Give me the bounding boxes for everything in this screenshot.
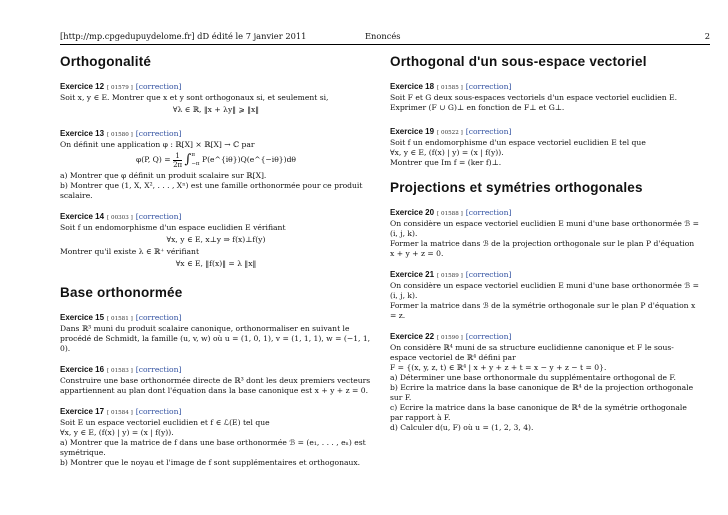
correction-link[interactable]: [correction] <box>465 82 512 91</box>
exercise-text: Former la matrice dans ℬ de la projection orthogonale sur le plan P d'équation x + y + z = 0. <box>390 239 695 258</box>
exercise-title: Exercice 17 <box>60 407 105 416</box>
exercise-text: Soit F et G deux sous-espaces vectoriels d'un espace vectoriel euclidien E. <box>390 93 678 102</box>
section-title-base-orthonormee: Base orthonormée <box>60 285 183 300</box>
exercise-code: [ 00522 ] <box>437 130 463 136</box>
exercise-text: ∀x, y ∈ E, (f(x) | y) = (x | f(y)). <box>390 148 504 157</box>
formula: ∀x ∈ E, ‖f(x)‖ = λ ‖x‖ <box>175 259 257 268</box>
exercise-title: Exercice 19 <box>390 127 435 136</box>
exercise-title: Exercice 13 <box>60 129 105 138</box>
exercise-title: Exercice 20 <box>390 208 435 217</box>
correction-link[interactable]: [correction] <box>465 208 512 217</box>
integral-lower: −π <box>191 161 200 167</box>
correction-link[interactable]: [correction] <box>135 129 182 138</box>
exercise-text: Soit f un endomorphisme d'un espace vectoriel euclidien E tel que <box>390 138 646 147</box>
fraction <box>173 152 182 169</box>
exercise-text: Montrer que Im f = (ker f)⊥. <box>390 158 502 167</box>
exercise-text: Soit f un endomorphisme d'un espace euclidien E vérifiant <box>60 223 286 232</box>
question-a: a) Déterminer une base orthonormale du supplémentaire orthogonal de F. <box>390 373 676 382</box>
exercise-13 <box>60 129 372 201</box>
question-d: d) Calculer d(u, F) où u = (1, 2, 3, 4). <box>390 423 534 432</box>
correction-link[interactable]: [correction] <box>465 332 512 341</box>
exercise-title: Exercice 12 <box>60 82 105 91</box>
exercise-title: Exercice 16 <box>60 365 105 374</box>
exercise-15 <box>60 313 372 354</box>
exercise-text: Montrer qu'il existe λ ∈ ℝ⁺ vérifiant <box>60 247 200 256</box>
exercise-title: Exercice 22 <box>390 332 435 341</box>
correction-link[interactable]: [correction] <box>465 127 512 136</box>
exercise-code: [ 01581 ] <box>107 316 133 322</box>
exercise-text: F = {(x, y, z, t) ∈ ℝ⁴ | x + y + z + t = x − y + z − t = 0}. <box>390 363 607 372</box>
exercise-text: Soit x, y ∈ E. Montrer que x et y sont orthogonaux si, et seulement si, <box>60 93 329 102</box>
exercise-22 <box>390 332 700 433</box>
correction-link[interactable]: [correction] <box>135 82 182 91</box>
fraction-denominator: 2π <box>173 160 183 169</box>
integral-limits <box>191 151 199 169</box>
exercise-18 <box>390 82 700 113</box>
exercise-19 <box>390 127 700 168</box>
exercise-14 <box>60 212 372 269</box>
integral-sign: ∫ <box>184 152 192 167</box>
exercise-text: ∀x, y ∈ E, (f(x) | y) = (x | f(y)). <box>60 428 174 437</box>
exercise-text: Dans ℝ³ muni du produit scalaire canonique, orthonormaliser en suivant le procédé de Schmidt, la famille (u, v, w) où u = (1, 0, 1), v = (1, 1, 1), w = (−1, 1, 0). <box>60 324 371 353</box>
exercise-12 <box>60 82 372 115</box>
exercise-17 <box>60 407 372 468</box>
exercise-title: Exercice 18 <box>390 82 435 91</box>
exercise-code: [ 01580 ] <box>107 132 133 138</box>
exercise-code: [ 01583 ] <box>107 368 133 374</box>
exercise-code: [ 01590 ] <box>437 335 463 341</box>
fraction-numerator: 1 <box>173 152 182 161</box>
correction-link[interactable]: [correction] <box>135 313 182 322</box>
header-rule <box>60 44 710 45</box>
right-column <box>390 50 700 444</box>
integrand: P(e^{iθ})Q(e^{−iθ})dθ <box>201 155 297 164</box>
header-page-number: 2 <box>704 31 710 41</box>
exercise-text: On considère un espace vectoriel euclidien E muni d'une base orthonormée ℬ = (i, j, k). <box>390 281 700 300</box>
correction-link[interactable]: [correction] <box>465 270 512 279</box>
formula: ∀x, y ∈ E, x⊥y ⇒ f(x)⊥f(y) <box>166 235 266 244</box>
exercise-code: [ 01579 ] <box>107 85 133 91</box>
exercise-20 <box>390 208 700 259</box>
correction-link[interactable]: [correction] <box>135 365 182 374</box>
page-header <box>60 31 710 43</box>
section-title-orthogonal: Orthogonal d'un sous-espace vectoriel <box>390 54 647 69</box>
exercise-21 <box>390 270 700 321</box>
question-b: b) Ecrire la matrice dans la base canonique de ℝ⁴ de la projection orthogonale sur F. <box>390 383 694 402</box>
exercise-text: On définit une application φ : ℝ[X] × ℝ[X] → ℂ par <box>60 140 255 149</box>
exercise-16 <box>60 365 372 396</box>
correction-link[interactable]: [correction] <box>135 212 182 221</box>
exercise-title: Exercice 21 <box>390 270 435 279</box>
section-title-projections: Projections et symétries orthogonales <box>390 180 643 195</box>
exercise-title: Exercice 15 <box>60 313 105 322</box>
formula-lhs: φ(P, Q) = <box>135 155 171 164</box>
exercise-text: Exprimer (F ∪ G)⊥ en fonction de F⊥ et G⊥. <box>390 103 565 112</box>
formula: ∀λ ∈ ℝ, ‖x + λy‖ ⩾ ‖x‖ <box>172 105 260 114</box>
section-title-orthogonalite: Orthogonalité <box>60 54 152 69</box>
exercise-code: [ 01589 ] <box>437 273 463 279</box>
exercise-code: [ 00303 ] <box>107 215 133 221</box>
exercise-text: Former la matrice dans ℬ de la symétrie orthogonale sur le plan P d'équation x = z. <box>390 301 696 320</box>
exercise-text: Construire une base orthonormée directe de ℝ³ dont les deux premiers vecteurs appartiennent au plan dont l'équation dans la base canonique est x + y + z = 0. <box>60 376 371 395</box>
question-b: b) Montrer que (1, X, X², . . . , Xⁿ) est une famille orthonormée pour ce produit scalaire. <box>60 181 363 200</box>
question-c: c) Ecrire la matrice dans la base canonique de ℝ⁴ de la symétrie orthogonale par rapport à F. <box>390 403 687 422</box>
exercise-code: [ 01584 ] <box>107 410 133 416</box>
question-a: a) Montrer que la matrice de f dans une base orthonormée ℬ = (e₁, . . . , eₙ) est symétrique. <box>60 438 366 457</box>
integral-formula <box>60 151 372 169</box>
question-a: a) Montrer que φ définit un produit scalaire sur ℝ[X]. <box>60 171 267 180</box>
header-url: [http://mp.cpgedupuydelome.fr] dD édité le 7 janvier 2011 <box>60 31 307 41</box>
correction-link[interactable]: [correction] <box>135 407 182 416</box>
question-b: b) Montrer que le noyau et l'image de f sont supplémentaires et orthogonaux. <box>60 458 361 467</box>
exercise-text: On considère ℝ⁴ muni de sa structure euclidienne canonique et F le sous-espace vectoriel de ℝ⁴ défini par <box>390 343 674 362</box>
exercise-code: [ 01585 ] <box>437 85 463 91</box>
exercise-text: On considère un espace vectoriel euclidien E muni d'une base orthonormée ℬ = (i, j, k). <box>390 219 700 238</box>
left-column <box>60 50 372 479</box>
integral-upper: π <box>191 152 195 158</box>
exercise-title: Exercice 14 <box>60 212 105 221</box>
exercise-code: [ 01588 ] <box>437 211 463 217</box>
header-section: Enoncés <box>365 31 401 41</box>
exercise-text: Soit E un espace vectoriel euclidien et f ∈ ℒ(E) tel que <box>60 418 270 427</box>
